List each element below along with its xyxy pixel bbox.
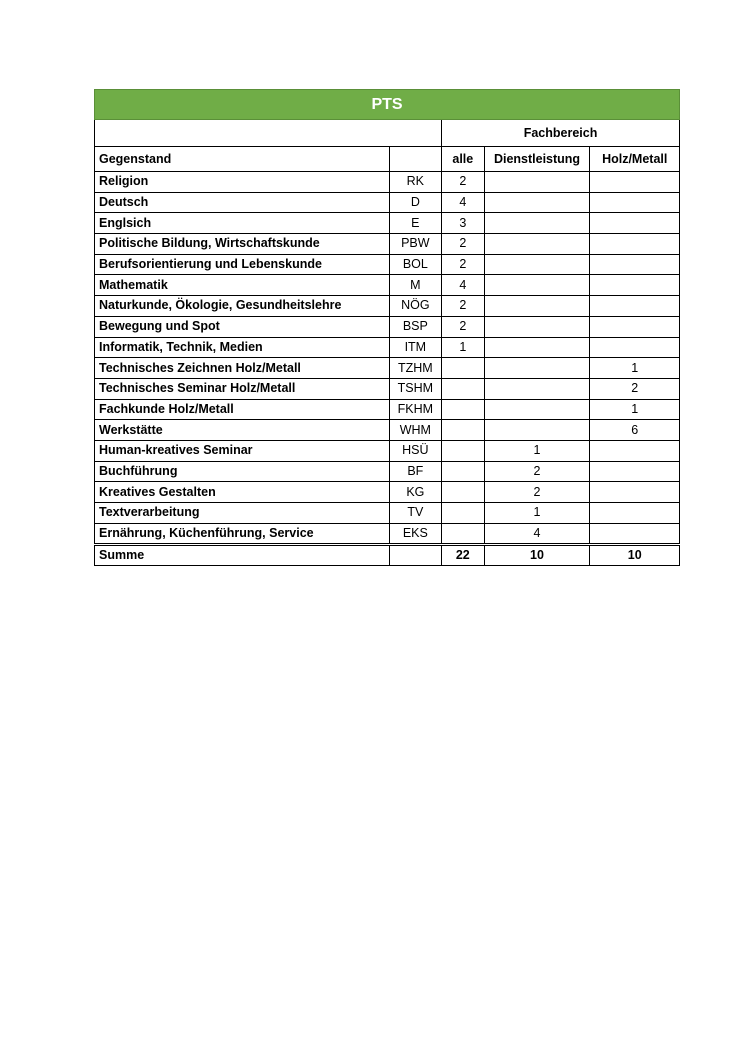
subject-name: Technisches Seminar Holz/Metall — [95, 378, 390, 399]
subject-abbr: TV — [389, 503, 441, 524]
hours-holz-metall: 1 — [590, 399, 680, 420]
subject-hours-table — [94, 89, 680, 566]
subject-abbr: ITM — [389, 337, 441, 358]
hours-dienstleistung — [484, 378, 590, 399]
subject-name: Kreatives Gestalten — [95, 482, 390, 503]
subject-abbr: HSÜ — [389, 440, 441, 461]
hours-holz-metall — [590, 440, 680, 461]
hours-holz-metall: 1 — [590, 358, 680, 379]
subject-abbr: RK — [389, 172, 441, 193]
subject-name: Berufsorientierung und Lebenskunde — [95, 254, 390, 275]
hours-dienstleistung: 2 — [484, 482, 590, 503]
subject-name: Buchführung — [95, 461, 390, 482]
hours-alle: 2 — [442, 234, 485, 255]
subject-name: Fachkunde Holz/Metall — [95, 399, 390, 420]
table-row — [95, 503, 680, 524]
sum-abbr-blank — [389, 545, 441, 566]
hours-alle — [442, 523, 485, 545]
hours-alle: 2 — [442, 296, 485, 317]
hours-dienstleistung: 4 — [484, 523, 590, 545]
title-row — [95, 90, 680, 120]
hours-alle: 1 — [442, 337, 485, 358]
hours-holz-metall — [590, 213, 680, 234]
subject-abbr: BF — [389, 461, 441, 482]
hours-dienstleistung — [484, 316, 590, 337]
subject-name: Informatik, Technik, Medien — [95, 337, 390, 358]
sum-alle: 22 — [442, 545, 485, 566]
subject-abbr: TZHM — [389, 358, 441, 379]
hours-alle: 3 — [442, 213, 485, 234]
hours-holz-metall — [590, 296, 680, 317]
hours-dienstleistung — [484, 337, 590, 358]
column-header-row — [95, 147, 680, 172]
table-row — [95, 482, 680, 503]
hours-dienstleistung — [484, 296, 590, 317]
subject-abbr: EKS — [389, 523, 441, 545]
subject-name: Englsich — [95, 213, 390, 234]
hours-holz-metall — [590, 482, 680, 503]
hours-holz-metall — [590, 461, 680, 482]
table-row — [95, 234, 680, 255]
hours-alle — [442, 461, 485, 482]
schedule-sheet — [94, 89, 680, 566]
subject-name: Bewegung und Spot — [95, 316, 390, 337]
subject-name: Human-kreatives Seminar — [95, 440, 390, 461]
subject-abbr: BOL — [389, 254, 441, 275]
header-subject: Gegenstand — [95, 147, 390, 172]
table-row — [95, 440, 680, 461]
sum-holz-metall: 10 — [590, 545, 680, 566]
subject-name: Deutsch — [95, 192, 390, 213]
sum-label: Summe — [95, 545, 390, 566]
hours-dienstleistung — [484, 399, 590, 420]
subject-abbr: E — [389, 213, 441, 234]
table-row — [95, 337, 680, 358]
table-row — [95, 316, 680, 337]
group-header-row — [95, 120, 680, 147]
subject-name: Naturkunde, Ökologie, Gesundheitslehre — [95, 296, 390, 317]
hours-alle: 4 — [442, 192, 485, 213]
hours-dienstleistung — [484, 192, 590, 213]
subject-name: Werkstätte — [95, 420, 390, 441]
hours-alle — [442, 420, 485, 441]
hours-holz-metall — [590, 503, 680, 524]
table-row — [95, 399, 680, 420]
table-title: PTS — [95, 90, 680, 120]
hours-holz-metall: 6 — [590, 420, 680, 441]
table-row — [95, 378, 680, 399]
hours-dienstleistung — [484, 172, 590, 193]
hours-alle — [442, 378, 485, 399]
hours-dienstleistung — [484, 420, 590, 441]
hours-dienstleistung: 1 — [484, 440, 590, 461]
subject-abbr: PBW — [389, 234, 441, 255]
subject-abbr: FKHM — [389, 399, 441, 420]
table-row — [95, 172, 680, 193]
header-dienstleistung: Dienstleistung — [484, 147, 590, 172]
hours-holz-metall — [590, 234, 680, 255]
hours-alle — [442, 503, 485, 524]
hours-dienstleistung: 2 — [484, 461, 590, 482]
subject-name: Religion — [95, 172, 390, 193]
table-row — [95, 213, 680, 234]
hours-holz-metall — [590, 316, 680, 337]
hours-holz-metall — [590, 523, 680, 545]
subject-name: Ernährung, Küchenführung, Service — [95, 523, 390, 545]
header-holz-metall: Holz/Metall — [590, 147, 680, 172]
subject-abbr: NÖG — [389, 296, 441, 317]
hours-holz-metall — [590, 275, 680, 296]
hours-dienstleistung — [484, 358, 590, 379]
subject-abbr: D — [389, 192, 441, 213]
sum-dienstleistung: 10 — [484, 545, 590, 566]
table-row — [95, 420, 680, 441]
header-blank-cell — [95, 120, 442, 147]
table-row — [95, 296, 680, 317]
subject-name: Politische Bildung, Wirtschaftskunde — [95, 234, 390, 255]
subject-abbr: KG — [389, 482, 441, 503]
hours-alle: 4 — [442, 275, 485, 296]
table-row — [95, 192, 680, 213]
table-row — [95, 461, 680, 482]
hours-alle — [442, 482, 485, 503]
subject-abbr: TSHM — [389, 378, 441, 399]
hours-dienstleistung — [484, 254, 590, 275]
subject-abbr: M — [389, 275, 441, 296]
hours-dienstleistung: 1 — [484, 503, 590, 524]
hours-dienstleistung — [484, 234, 590, 255]
sum-row — [95, 545, 680, 566]
hours-holz-metall — [590, 172, 680, 193]
hours-holz-metall — [590, 254, 680, 275]
subject-abbr: BSP — [389, 316, 441, 337]
hours-alle — [442, 440, 485, 461]
hours-alle — [442, 399, 485, 420]
subject-name: Mathematik — [95, 275, 390, 296]
hours-holz-metall — [590, 192, 680, 213]
table-row — [95, 275, 680, 296]
hours-dienstleistung — [484, 213, 590, 234]
fachbereich-header: Fachbereich — [442, 120, 680, 147]
hours-alle: 2 — [442, 172, 485, 193]
subject-name: Textverarbeitung — [95, 503, 390, 524]
hours-alle — [442, 358, 485, 379]
hours-alle: 2 — [442, 316, 485, 337]
hours-holz-metall: 2 — [590, 378, 680, 399]
hours-holz-metall — [590, 337, 680, 358]
hours-dienstleistung — [484, 275, 590, 296]
hours-alle: 2 — [442, 254, 485, 275]
table-row — [95, 358, 680, 379]
subject-name: Technisches Zeichnen Holz/Metall — [95, 358, 390, 379]
subject-abbr: WHM — [389, 420, 441, 441]
table-row — [95, 254, 680, 275]
header-alle: alle — [442, 147, 485, 172]
header-abbr-blank — [389, 147, 441, 172]
table-row — [95, 523, 680, 545]
